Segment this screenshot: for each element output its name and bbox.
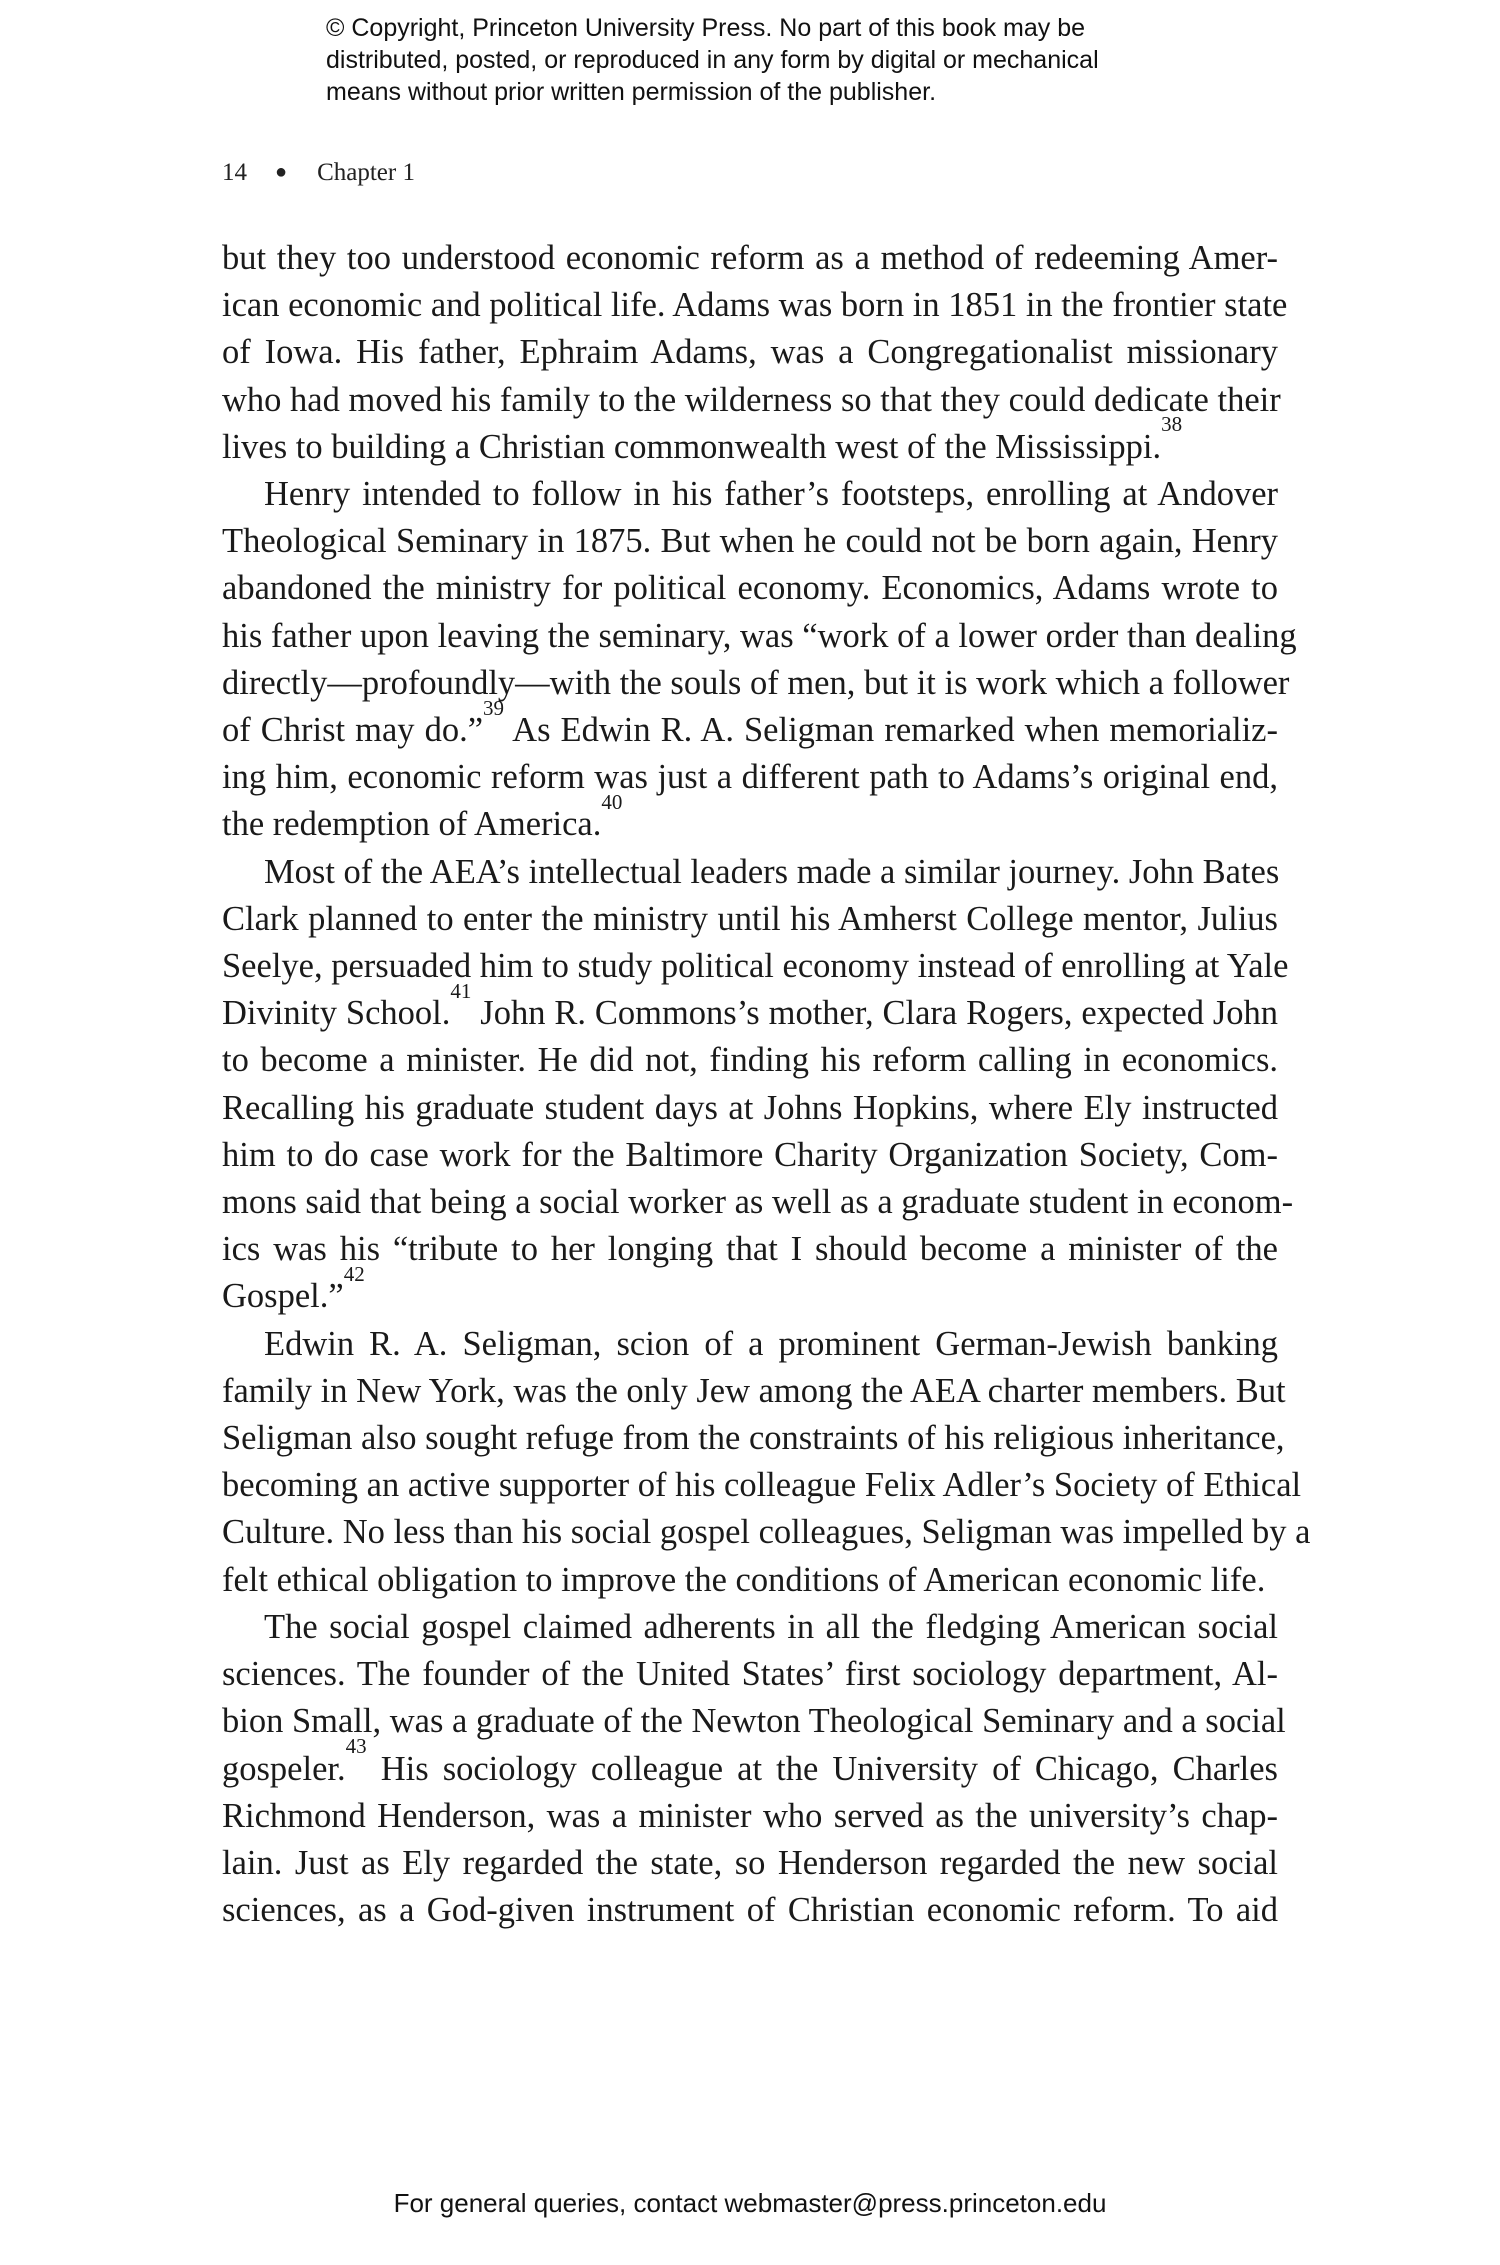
line-text: Gospel.”: [222, 1277, 344, 1316]
page-number: 14: [222, 159, 247, 186]
line-text: Divinity School.: [222, 994, 451, 1033]
text-line: [222, 1462, 1302, 1509]
text-line: [222, 1179, 1294, 1226]
line-text: to become a minister. He did not, finding his reform calling in economics.: [222, 1041, 1278, 1080]
line-text: family in New York, was the only Jew among the AEA charter members. But: [222, 1371, 1286, 1410]
text-line: [222, 1509, 1311, 1556]
line-text: sciences, as a God-given instrument of Christian economic reform. To aid: [222, 1891, 1278, 1930]
chapter-label: Chapter 1: [317, 159, 415, 186]
footnote-marker: 43: [345, 1734, 367, 1758]
text-line: [222, 1698, 1286, 1745]
text-line: [222, 1085, 1278, 1132]
paragraph: [222, 1604, 1286, 1934]
footnote-marker: 39: [483, 695, 505, 720]
line-text: becoming an active supporter of his colleague Felix Adler’s Society of Ethical: [222, 1466, 1302, 1505]
text-line: [222, 1887, 1278, 1934]
text-line: [222, 1651, 1278, 1698]
running-head: [222, 156, 415, 191]
text-line: [222, 1734, 1278, 1793]
line-text: ing him, economic reform was just a different path to Adams’s original end,: [222, 758, 1278, 797]
line-text-continued: John R. Commons’s mother, Clara Rogers, expected John: [471, 994, 1279, 1033]
line-text: Edwin R. A. Seligman, scion of a prominent German-Jewish banking: [264, 1324, 1278, 1363]
text-line: [222, 1037, 1278, 1084]
text-line: [222, 1840, 1278, 1887]
line-text: Richmond Henderson, was a minister who served as the university’s chap-: [222, 1796, 1278, 1835]
text-line: [222, 565, 1278, 612]
text-line: [222, 1261, 1278, 1320]
paragraph: [222, 235, 1288, 471]
text-line: [222, 412, 1278, 471]
line-text: him to do case work for the Baltimore Charity Organization Society, Com-: [222, 1135, 1278, 1174]
line-text: of Iowa. His father, Ephraim Adams, was a Congregationalist missionary: [222, 333, 1278, 372]
line-text: gospeler.: [222, 1749, 346, 1788]
line-text: directly—profoundly—with the souls of men, but it is work which a follower: [222, 663, 1290, 702]
line-text: bion Small, was a graduate of the Newton Theological Seminary and a social: [222, 1702, 1286, 1741]
footnote-marker: 38: [1161, 412, 1183, 437]
line-text: Most of the AEA’s intellectual leaders made a similar journey. John Bates: [264, 852, 1280, 891]
line-text: mons said that being a social worker as well as a graduate student in econom-: [222, 1183, 1294, 1222]
footnote-marker: 41: [450, 978, 472, 1003]
line-text: who had moved his family to the wilderness so that they could dedicate their: [222, 380, 1281, 419]
line-text: lain. Just as Ely regarded the state, so Henderson regarded the new social: [222, 1843, 1278, 1882]
text-line: [222, 660, 1290, 707]
text-line: [222, 235, 1278, 282]
copyright-notice: [326, 12, 1226, 108]
text-line: [222, 1321, 1278, 1368]
copyright-line: © Copyright, Princeton University Press. No part of this book may be: [326, 14, 1086, 42]
text-line: [222, 1368, 1286, 1415]
line-text: Recalling his graduate student days at Johns Hopkins, where Ely instructed: [222, 1088, 1278, 1127]
copyright-line: means without prior written permission of the publisher.: [326, 78, 937, 106]
line-text: Clark planned to enter the ministry until his Amherst College mentor, Julius: [222, 899, 1278, 938]
text-line: [222, 282, 1288, 329]
text-line: [222, 377, 1281, 424]
text-line: [222, 329, 1278, 376]
line-text: Seligman also sought refuge from the constraints of his religious inheritance,: [222, 1419, 1285, 1458]
line-text: ics was his “tribute to her longing that I should become a minister of the: [222, 1230, 1278, 1269]
text-line: [222, 978, 1279, 1037]
paragraph: [222, 1321, 1311, 1604]
text-line: [222, 1132, 1278, 1179]
line-text: Theological Seminary in 1875. But when he could not be born again, Henry: [222, 522, 1278, 561]
copyright-line: distributed, posted, or reproduced in any form by digital or mechanical: [326, 46, 1099, 74]
line-text: of Christ may do.”: [222, 711, 484, 750]
line-text: lives to building a Christian commonwealth west of the Mississippi.: [222, 427, 1162, 466]
line-text: his father upon leaving the seminary, was “work of a lower order than dealing: [222, 616, 1297, 655]
paragraph: [222, 471, 1297, 849]
text-line: [222, 1604, 1278, 1651]
text-line: [222, 695, 1278, 754]
text-line: [222, 1226, 1278, 1273]
footnote-marker: 42: [343, 1261, 365, 1286]
text-line: [222, 613, 1297, 660]
text-line: [222, 1557, 1278, 1604]
line-text: but they too understood economic reform as a method of redeeming Amer-: [222, 239, 1278, 277]
line-text-continued: His sociology colleague at the University of Chicago, Charles: [366, 1749, 1278, 1788]
bullet-separator: ●: [275, 161, 288, 183]
line-text: The social gospel claimed adherents in all the fledging American social: [264, 1607, 1278, 1646]
line-text: felt ethical obligation to improve the conditions of American economic life.: [222, 1560, 1266, 1599]
line-text: Culture. No less than his social gospel colleagues, Seligman was impelled by a: [222, 1513, 1311, 1552]
line-text: Henry intended to follow in his father’s footsteps, enrolling at Andover: [264, 475, 1278, 514]
text-line: [222, 943, 1289, 990]
text-line: [222, 789, 1278, 848]
line-text: ican economic and political life. Adams was born in 1851 in the frontier state: [222, 286, 1288, 325]
text-line: [222, 849, 1278, 896]
line-text: Seelye, persuaded him to study political economy instead of enrolling at Yale: [222, 947, 1289, 986]
footnote-marker: 40: [601, 789, 623, 814]
line-text: sciences. The founder of the United States’ first sociology department, Al-: [222, 1655, 1278, 1694]
body-text: [222, 235, 1311, 1934]
paragraph: [222, 849, 1294, 1321]
text-line: [222, 471, 1278, 518]
line-text: the redemption of America.: [222, 805, 602, 844]
text-line: [222, 1415, 1285, 1462]
text-line: [222, 896, 1278, 943]
line-text: abandoned the ministry for political economy. Economics, Adams wrote to: [222, 569, 1278, 608]
footer-contact: For general queries, contact webmaster@press.princeton.edu: [393, 2188, 1107, 2218]
text-line: [222, 1793, 1278, 1840]
line-text-continued: As Edwin R. A. Seligman remarked when memorializ-: [504, 711, 1278, 750]
text-line: [222, 754, 1278, 801]
text-line: [222, 518, 1278, 565]
